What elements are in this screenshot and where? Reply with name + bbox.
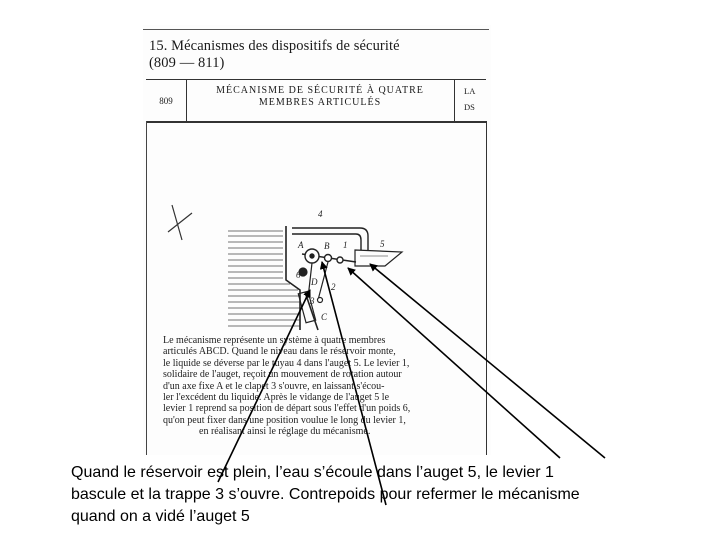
section-title-line2: (809 — 811)	[149, 55, 225, 71]
figure-label-d: D	[311, 277, 318, 287]
mechanism-title-line1: MÉCANISME DE SÉCURITÉ À QUATRE	[216, 85, 424, 96]
description-line: ler l'excédent du liquide. Après le vidange de l'auget 5 le	[163, 392, 390, 404]
description-line: en réalisant ainsi le réglage du mécanisme.	[199, 426, 371, 438]
section-title-line1: 15. Mécanismes des dispositifs de sécurité	[149, 38, 400, 54]
entry-number: 809	[146, 80, 187, 122]
code-line2: DS	[464, 102, 475, 112]
code-line1: LA	[464, 86, 476, 96]
figure-label-1: 1	[343, 240, 348, 250]
description-line: le liquide se déverse par le tuyau 4 dans l'auget 5. Le levier 1,	[163, 357, 410, 369]
arrow-to-trap	[218, 290, 310, 482]
figure-label-6: 6	[296, 270, 301, 280]
caption-line2: bascule et la trappe 3 s’ouvre. Contrepoids pour refermer le mécanisme	[71, 486, 580, 503]
description-line: articulés ABCD. Quand le niveau dans le réservoir monte,	[163, 346, 396, 358]
figure-label-5: 5	[380, 239, 385, 249]
description-line: levier 1 reprend sa position de départ sous l'effet d'un poids 6,	[163, 403, 411, 415]
arrow-to-link	[322, 262, 386, 505]
figure-label-c: C	[321, 312, 328, 322]
figure-label-2: 2	[331, 282, 336, 292]
figure-label-b: B	[324, 241, 330, 251]
figure-label-4: 4	[318, 209, 323, 219]
description-line: solidaire de l'auget, reçoit un mouvement de rotation autour	[163, 369, 402, 381]
description-line: qu'on peut fixer dans une position voulue le long du levier 1,	[163, 414, 406, 426]
description-line: d'un axe fixe A et le clapet 3 s'ouvre, en laissant s'écou-	[163, 380, 385, 392]
mechanism-title-line2: MEMBRES ARTICULÉS	[258, 97, 382, 108]
caption-line1: Quand le réservoir est plein, l’eau s’écoule dans l’auget 5, le levier 1	[71, 464, 554, 481]
arrow-to-lever	[348, 268, 560, 458]
description-line: Le mécanisme représente un système à quatre membres	[163, 335, 386, 346]
figure-label-a: A	[298, 240, 304, 250]
caption-line3: quand on a vidé l’auget 5	[71, 508, 250, 525]
arrow-to-trough	[370, 264, 605, 458]
figure-label-3: 3	[310, 296, 315, 306]
